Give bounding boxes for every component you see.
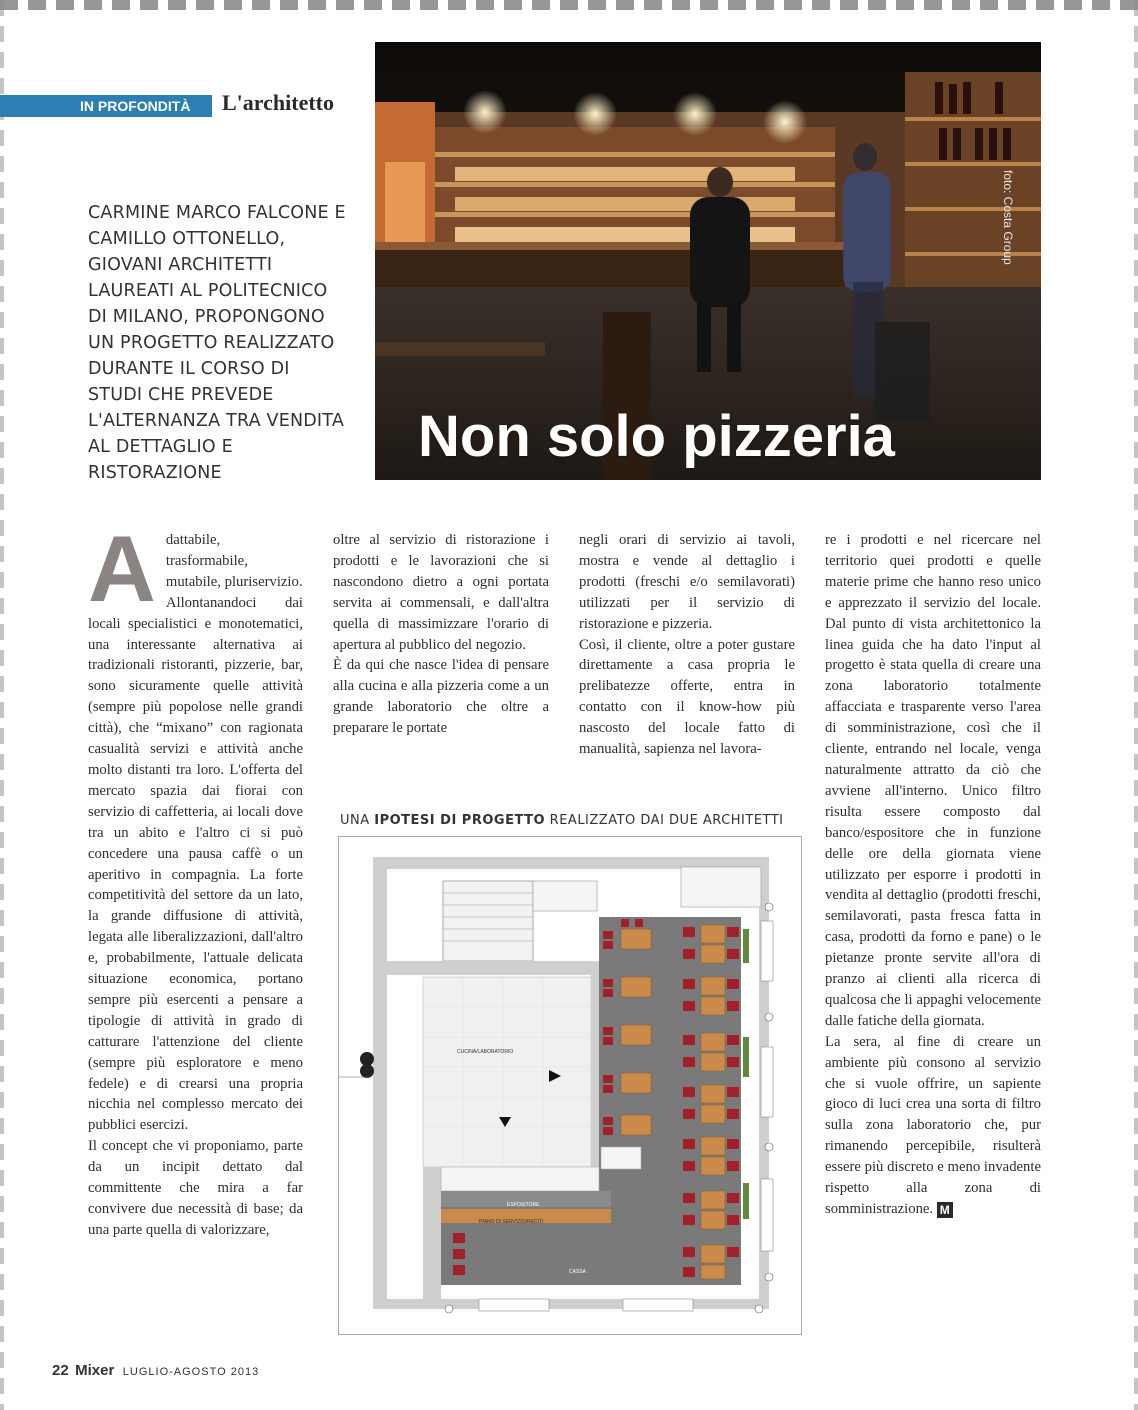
- page-border-right: [1134, 0, 1138, 1410]
- plan-caption-pre: UNA: [340, 813, 375, 828]
- hero-photo: [375, 42, 1041, 480]
- plan-caption-post: REALIZZATO DAI DUE ARCHITETTI: [545, 813, 784, 828]
- section-tag: IN PROFONDITÀ: [80, 98, 191, 114]
- section-title: L'architetto: [222, 90, 335, 115]
- end-mark: M: [937, 1202, 953, 1218]
- article-paragraph: Il concept che vi proponiamo, parte da un incipit dettato dal committente che mira a far convivere due necessità di base; da una parte quella di valorizzare,: [88, 1138, 303, 1238]
- article-paragraph: È da qui che nasce l'idea di pensare alla cucina e alla pizzeria come a un grande laboratorio che oltre a preparare le portate: [333, 657, 549, 737]
- issue-date: LUGLIO-AGOSTO 2013: [122, 1366, 260, 1378]
- article-paragraph: dattabile, trasformabile, mutabile, pluriservizio.: [165, 532, 303, 590]
- dropcap: A: [88, 516, 156, 621]
- hero-title: Non solo pizzeria: [418, 404, 895, 469]
- article-paragraph: Allontanandoci dai locali specialistici e monotematici, una interessante alternativa ai tradizionali ristoranti, pizzerie, bar, sono sicuramente quelle attività (sempre più popolose nelle grandi città), che “mixano” con ragionata casualità servizi e attività anche molto distanti tra loro. L'offerta del mercato spazia dai fiorai con servizio di caffetteria, ai locali dove tra un abito e l'altro ci si può concedere una pausa caffè o un aperitivo in compagnia. La forte competitività del settore da un lato, la grande diffusione di attività, legata alle liberalizzazioni, dall'altro e, probabilmente, l'attuale delicata situazione economica, portano sempre più esercenti a pensare a tipologie di attività in grado di catturare l'attenzione del cliente (sempre più esploratore e meno fedele) e di crearsi una propria nicchia nel complesso mercato dei pubblici esercizi.: [88, 594, 303, 1134]
- article-column-2: [333, 530, 549, 739]
- plan-caption-bold: IPOTESI DI PROGETTO: [374, 813, 546, 828]
- article-paragraph: [825, 1032, 1041, 1220]
- plan-label-cash: CASSA: [569, 1269, 586, 1275]
- article-column-4: [825, 530, 1041, 1220]
- page-number: 22: [52, 1362, 69, 1379]
- article-paragraph-text: La sera, al fine di creare un ambiente più consono al servizio che si vuole offrire, un sapiente gioco di luci crea una sorta di filtro sulla zona laboratorio che, pur rimanendo percepibile, risulterà essere più discreto e meno invadente rispetto alla zona di somministrazione.: [825, 1033, 1041, 1217]
- page-border-left: [0, 0, 4, 1410]
- plan-label-kitchen: CUCINA/LABORATORIO: [457, 1049, 514, 1055]
- article-paragraph: Così, il cliente, oltre a poter gustare direttamente a casa propria le prelibatezze offerte, entra in contatto con il know-how più nascosto del locale fatto di manualità, sapienza nel lavora-: [579, 636, 795, 758]
- photo-credit: foto: Costa Group: [1001, 170, 1015, 265]
- magazine-name: Mixer: [75, 1362, 115, 1379]
- article-paragraph: oltre al servizio di ristorazione i prodotti e le lavorazioni che si nascondono dietro a ogni portata servita ai commensali, e dall'altra quella di massimizzare l'orario di apertura al pubblico del negozio.: [333, 532, 549, 653]
- article-paragraph: negli orari di servizio ai tavoli, mostra e vende al dettaglio i prodotti (freschi e/o semilavorati) utilizzati per il servizio di ristorazione e pizzeria.: [579, 532, 795, 632]
- article-paragraph: re i prodotti e nel ricercare nel territorio quei prodotti e quelle materie prime che hanno reso unico e apprezzato il servizio del locale. Dal punto di vista architettonico la linea guida che ha dato l'input al progetto è stata quella di creare una zona laboratorio totalmente affacciata e trasparente verso l'area di somministrazione, così che il cliente, entrando nel locale, venga naturalmente attratto da ciò che avviene all'interno. Unico filtro risulta essere composto dal banco/espositore che in funzione delle ore della giornata viene utilizzato per esporre i prodotti in vendita al dettaglio (prodotti freschi, semilavorati, pasta fresca fatta in casa, prodotti da forno e pane) o le pietanze pronte servite all'ora di pranzo ai clienti alla ricerca di qualcosa che li appaghi velocemente dalle fatiche della giornata.: [825, 532, 1041, 1029]
- floor-plan: [338, 836, 802, 1335]
- floor-plan-drawing: [339, 837, 801, 1334]
- page-footer: [52, 1362, 259, 1380]
- article-column-3: [579, 530, 795, 760]
- plan-label-display: ESPOSITORE: [507, 1202, 540, 1208]
- page-border-top: [0, 0, 1138, 10]
- plan-label-counter: PIANO DI SERVIZIO/RECITI: [479, 1219, 544, 1225]
- plan-caption: [340, 813, 784, 828]
- article-column-1: [88, 516, 303, 1241]
- intro-text: CARMINE MARCO FALCONE E CAMILLO OTTONELLO, GIOVANI ARCHITETTI LAUREATI AL POLITECNICO DI MILANO, PROPONGONO UN PROGETTO REALIZZATO DURANTE IL CORSO DI STUDI CHE PREVEDE L'ALTERNANZA TRA VENDITA AL DETTAGLIO E RISTORAZIONE: [88, 203, 346, 483]
